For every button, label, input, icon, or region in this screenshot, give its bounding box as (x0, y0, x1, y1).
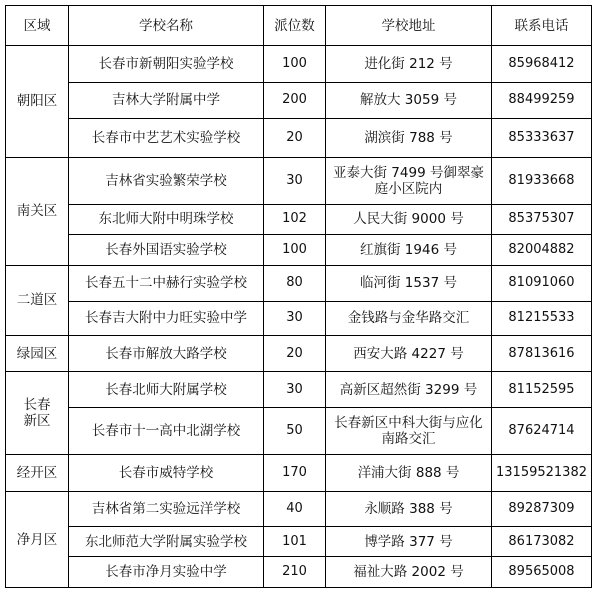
district-cell: 二道区 (6, 265, 69, 335)
table-row (6, 204, 592, 235)
school-name-cell: 东北师范大学附属实验学校 (69, 526, 264, 557)
address-cell: 博学路 377 号 (326, 526, 492, 557)
district-label: 长春新区 (23, 397, 51, 429)
district-cell: 净月区 (6, 492, 69, 588)
table-row (6, 335, 592, 372)
school-name-cell: 长春北师大附属学校 (69, 372, 264, 408)
school-name-cell: 长春市新朝阳实验学校 (69, 46, 264, 83)
phone-cell: 88499259 (492, 82, 592, 119)
address-cell: 福祉大路 2002 号 (326, 557, 492, 588)
phone-cell: 81215533 (492, 302, 592, 336)
seats-cell: 170 (264, 454, 326, 492)
school-name-cell: 吉林大学附属中学 (69, 82, 264, 119)
header-school: 学校名称 (69, 6, 264, 46)
seats-cell: 80 (264, 265, 326, 302)
phone-cell: 85375307 (492, 204, 592, 235)
phone-cell: 81152595 (492, 372, 592, 408)
district-cell: 经开区 (6, 454, 69, 492)
seats-cell: 20 (264, 119, 326, 158)
school-name-cell: 东北师大附中明珠学校 (69, 204, 264, 235)
address-cell: 临河街 1537 号 (326, 265, 492, 302)
table-row (6, 372, 592, 408)
address-cell: 永顺路 388 号 (326, 492, 492, 527)
header-row (6, 6, 592, 46)
phone-cell: 85333637 (492, 119, 592, 158)
table-row (6, 454, 592, 492)
phone-cell: 82004882 (492, 235, 592, 266)
school-name-cell: 长春外国语实验学校 (69, 235, 264, 266)
phone-cell: 81933668 (492, 157, 592, 204)
header-seats: 派位数 (264, 6, 326, 46)
seats-cell: 102 (264, 204, 326, 235)
phone-cell: 13159521382 (492, 454, 592, 492)
school-table (5, 5, 592, 588)
address-cell: 长春新区中科大街与应化南路交汇 (326, 407, 492, 454)
school-name-cell: 长春五十二中赫行实验学校 (69, 265, 264, 302)
district-cell: 南关区 (6, 157, 69, 265)
seats-cell: 40 (264, 492, 326, 527)
address-cell: 湖滨街 788 号 (326, 119, 492, 158)
table-row (6, 407, 592, 454)
phone-cell: 87624714 (492, 407, 592, 454)
seats-cell: 50 (264, 407, 326, 454)
table-row (6, 302, 592, 336)
seats-cell: 210 (264, 557, 326, 588)
school-name-cell: 吉林省实验繁荣学校 (69, 157, 264, 204)
seats-cell: 30 (264, 157, 326, 204)
phone-cell: 87813616 (492, 335, 592, 372)
address-cell: 高新区超然街 3299 号 (326, 372, 492, 408)
address-cell: 亚泰大街 7499 号御翠豪庭小区院内 (326, 157, 492, 204)
table-row (6, 46, 592, 83)
seats-cell: 30 (264, 302, 326, 336)
table-row (6, 119, 592, 158)
school-name-cell: 长春市威特学校 (69, 454, 264, 492)
address-cell: 红旗街 1946 号 (326, 235, 492, 266)
seats-cell: 20 (264, 335, 326, 372)
address-cell: 洋浦大街 888 号 (326, 454, 492, 492)
school-name-cell: 长春市净月实验中学 (69, 557, 264, 588)
seats-cell: 200 (264, 82, 326, 119)
phone-cell: 89287309 (492, 492, 592, 527)
table-row (6, 265, 592, 302)
phone-cell: 89565008 (492, 557, 592, 588)
address-cell: 进化街 212 号 (326, 46, 492, 83)
seats-cell: 101 (264, 526, 326, 557)
seats-cell: 30 (264, 372, 326, 408)
table-row (6, 157, 592, 204)
header-address: 学校地址 (326, 6, 492, 46)
district-cell (6, 372, 69, 454)
address-cell: 金钱路与金华路交汇 (326, 302, 492, 336)
table-row (6, 526, 592, 557)
table-row (6, 82, 592, 119)
school-name-cell: 吉林省第二实验远洋学校 (69, 492, 264, 527)
phone-cell: 81091060 (492, 265, 592, 302)
phone-cell: 86173082 (492, 526, 592, 557)
school-name-cell: 长春市中艺艺术实验学校 (69, 119, 264, 158)
table-row (6, 492, 592, 527)
table-row (6, 235, 592, 266)
seats-cell: 100 (264, 46, 326, 83)
table-row (6, 557, 592, 588)
address-cell: 人民大街 9000 号 (326, 204, 492, 235)
header-phone: 联系电话 (492, 6, 592, 46)
phone-cell: 85968412 (492, 46, 592, 83)
district-cell: 朝阳区 (6, 46, 69, 158)
district-cell: 绿园区 (6, 335, 69, 372)
seats-cell: 100 (264, 235, 326, 266)
school-name-cell: 长春市解放大路学校 (69, 335, 264, 372)
school-name-cell: 长春吉大附中力旺实验中学 (69, 302, 264, 336)
school-name-cell: 长春市十一高中北湖学校 (69, 407, 264, 454)
address-cell: 解放大 3059 号 (326, 82, 492, 119)
header-district: 区域 (6, 6, 69, 46)
address-cell: 西安大路 4227 号 (326, 335, 492, 372)
